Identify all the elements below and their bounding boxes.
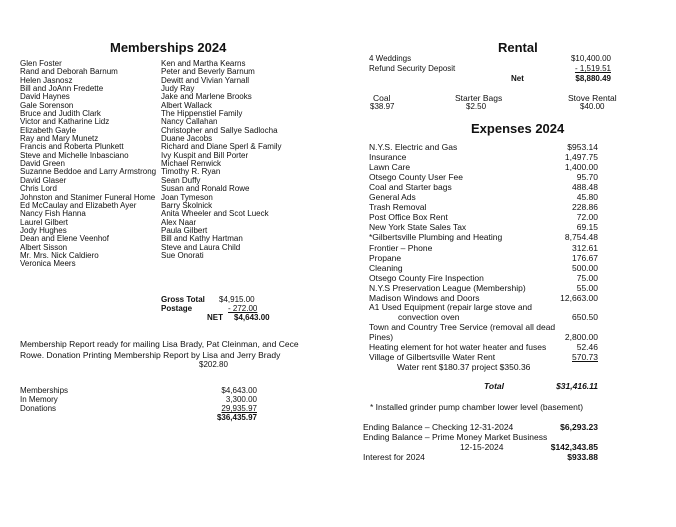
member-name: Chris Lord — [20, 184, 57, 194]
expense-label: Madison Windows and Doors — [369, 292, 480, 303]
member-name: Joan Tymeson — [161, 192, 213, 202]
member-name: Michael Renwick — [161, 159, 222, 169]
a1-equipment-value: 650.50 — [572, 312, 598, 322]
rental-net-value: $8,880.49 — [575, 74, 611, 83]
member-list-col1 — [20, 60, 156, 269]
rental-refund-label: Refund Security Deposit — [369, 64, 456, 73]
sale-starter-bags-value: $2.50 — [466, 102, 487, 111]
expense-label: *Gilbertsville Plumbing and Heating — [369, 232, 503, 243]
expense-amount: 1,400.00 — [564, 162, 598, 173]
member-name: Laurel Gilbert — [20, 217, 69, 227]
net-value: $4,643.00 — [234, 313, 270, 322]
water-rent-note: Water rent $180.37 project $350.36 — [397, 362, 531, 372]
member-name: Mr. Mrs. Nick Caldiero — [20, 250, 99, 260]
member-name: Johnston and Stanimer Funeral Home — [20, 192, 156, 202]
rental-net-label: Net — [511, 74, 524, 83]
expense-amount: 95.70 — [576, 172, 598, 183]
expense-label: N.Y.S. Electric and Gas — [369, 142, 458, 152]
ending-balance-checking-value: $6,293.23 — [560, 422, 598, 432]
member-name: Christopher and Sallye Sadlocha — [161, 125, 278, 135]
expense-amount: 312.61 — [572, 242, 598, 253]
member-name: Suzanne Beddoe and Larry Armstrong — [20, 167, 157, 177]
member-name: Ken and Martha Kearns — [161, 59, 246, 68]
member-name: Dean and Elene Veenhof — [20, 234, 109, 244]
report-amount: $202.80 — [199, 360, 228, 369]
sale-coal-label: Coal — [373, 93, 391, 103]
a1-equipment-line-2: convection oven — [398, 312, 460, 322]
expense-label: New York State Sales Tax — [369, 222, 467, 233]
member-name: Ivy Kuspit and Bill Porter — [161, 150, 249, 160]
member-name: David Green — [20, 159, 65, 169]
member-name: Sean Duffy — [161, 175, 201, 185]
sale-coal-value: $38.97 — [370, 102, 395, 111]
expense-label: Insurance — [369, 152, 407, 163]
member-name: Judy Ray — [161, 84, 195, 94]
member-name: Bill and Kathy Hartman — [161, 234, 243, 244]
summary-donations-value: 29,935.97 — [221, 404, 257, 413]
rental-weddings-label: 4 Weddings — [369, 54, 412, 63]
member-name: Steve and Laura Child — [161, 242, 241, 252]
member-name: Elizabeth Gayle — [20, 125, 77, 135]
member-name: Jake and Marlene Brooks — [161, 92, 252, 102]
sale-stove-rental-value: $40.00 — [580, 102, 605, 111]
member-name: Jody Hughes — [20, 225, 67, 235]
member-name: Ray and Mary Munetz — [20, 134, 99, 144]
expense-label: Cleaning — [369, 262, 403, 273]
expense-label: General Ads — [369, 192, 416, 203]
summary-memberships-value: $4,643.00 — [221, 386, 257, 395]
report-text-line-1: Membership Report ready for mailing Lisa Brady, Pat Cleinman, and Cece — [20, 339, 299, 349]
expense-amount: 55.00 — [576, 282, 598, 293]
member-name: Francis and Roberta Plunkett — [20, 142, 124, 152]
expenses-total-label: Total — [484, 381, 504, 391]
member-name: Nancy Callahan — [161, 117, 218, 127]
gross-total-label: Gross Total — [161, 295, 205, 304]
member-name: Peter and Beverly Barnum — [161, 67, 255, 77]
member-name: Sue Onorati — [161, 250, 204, 260]
expense-amount: $953.14 — [567, 142, 598, 152]
expense-amount: 176.67 — [572, 252, 598, 263]
a1-equipment-line-1: A1 Used Equipment (repair large stove and — [369, 302, 533, 312]
member-name: David Glaser — [20, 175, 67, 185]
member-name: Victor and Katharine Lidz — [20, 117, 110, 127]
member-name: Paula Gilbert — [161, 225, 208, 235]
rental-refund-value: - 1,519.51 — [574, 64, 611, 73]
heating-element-label: Heating element for hot water heater and fuses — [369, 342, 547, 352]
expense-amount: 488.48 — [572, 182, 598, 193]
member-name: Dewitt and Vivian Yarnall — [161, 75, 250, 85]
ending-balance-money-market-value: $142,343.85 — [550, 442, 598, 452]
expense-amount: 12,663.00 — [560, 292, 598, 303]
tree-service-line-1: Town and Country Tree Service (removal all dead — [369, 322, 556, 332]
summary-in-memory-label: In Memory — [20, 395, 58, 404]
summary-in-memory-value: 3,300.00 — [225, 395, 257, 404]
expense-label: Frontier – Phone — [369, 242, 433, 253]
expense-label: Coal and Starter bags — [369, 182, 452, 193]
member-name: Gale Sorenson — [20, 100, 74, 110]
report-text-line-2: Rowe. Donation Printing Membership Report by Lisa and Jerry Brady — [20, 350, 281, 360]
member-name: Timothy R. Ryan — [161, 167, 221, 177]
member-name: Richard and Diane Sperl & Family — [161, 142, 282, 152]
village-water-rent-value: 570.73 — [572, 352, 598, 362]
postage-value: - 272.00 — [228, 304, 258, 313]
member-name: David Haynes — [20, 92, 70, 102]
member-name: Albert Sisson — [20, 242, 68, 252]
expenses-title: Expenses 2024 — [471, 121, 565, 136]
expense-amount: 8,754.48 — [564, 232, 598, 243]
member-name: Anita Wheeler and Scot Lueck — [161, 209, 269, 219]
net-label: NET — [207, 313, 223, 322]
expense-amount: 75.00 — [576, 272, 598, 283]
expense-amount: 72.00 — [576, 212, 598, 223]
member-name: Bill and JoAnn Fredette — [20, 84, 104, 94]
expense-amount: 1,497.75 — [564, 152, 598, 163]
summary-donations-label: Donations — [20, 404, 57, 413]
member-name: Veronica Meers — [20, 259, 76, 269]
expenses-total-value: $31,416.11 — [556, 381, 598, 391]
ending-balance-checking-label: Ending Balance – Checking 12-31-2024 — [363, 422, 514, 432]
postage-label: Postage — [161, 304, 193, 313]
member-name: Helen Jasnosz — [20, 75, 73, 85]
expense-label: Otsego County User Fee — [369, 172, 464, 183]
village-water-rent-label: Village of Gilbertsville Water Rent — [369, 352, 496, 362]
interest-value: $933.88 — [567, 452, 598, 462]
gross-total-value: $4,915.00 — [219, 295, 255, 304]
expense-label: Propane — [369, 252, 402, 263]
interest-label: Interest for 2024 — [363, 452, 425, 462]
expense-amount: 69.15 — [576, 222, 598, 233]
expense-amount: 500.00 — [572, 262, 598, 273]
sale-starter-bags-label: Starter Bags — [455, 93, 503, 103]
member-name: Barry Skolnick — [161, 200, 213, 210]
summary-memberships-label: Memberships — [20, 386, 69, 395]
sale-stove-rental-label: Stove Rental — [568, 93, 617, 103]
expense-label: Lawn Care — [369, 162, 411, 173]
ending-balance-money-market-label: Ending Balance – Prime Money Market Business — [363, 432, 548, 442]
member-name: Nancy Fish Hanna — [20, 209, 86, 219]
expense-amount: 45.80 — [576, 192, 598, 203]
memberships-title: Memberships 2024 — [110, 40, 227, 55]
summary-total: $36,435.97 — [216, 413, 257, 422]
rental-title: Rental — [498, 40, 538, 55]
member-name: Bruce and Judith Clark — [20, 109, 101, 119]
expense-label: Otsego County Fire Inspection — [369, 272, 484, 283]
member-name: Steve and Michelle Inbasciano — [20, 150, 129, 160]
footnote: * Installed grinder pump chamber lower level (basement) — [370, 402, 584, 412]
expense-label: N.Y.S Preservation League (Membership) — [369, 282, 526, 293]
expense-label: Post Office Box Rent — [369, 212, 448, 223]
member-name: Glen Foster — [20, 59, 62, 68]
tree-service-line-2: Pines) — [369, 332, 394, 342]
member-name: Rand and Deborah Barnum — [20, 67, 118, 77]
expense-amount: 228.86 — [572, 202, 598, 213]
rental-weddings-value: $10,400.00 — [570, 54, 611, 63]
ending-balance-money-market-date: 12-15-2024 — [460, 442, 504, 452]
tree-service-value: 2,800.00 — [564, 332, 598, 342]
member-name: Duane Jacobs — [161, 134, 213, 144]
expense-label: Trash Removal — [369, 202, 427, 213]
member-name: Albert Wallack — [161, 100, 212, 110]
member-name: Alex Naar — [161, 217, 197, 227]
heating-element-value: 52.46 — [576, 342, 598, 352]
member-name: The Hippenstiel Family — [161, 109, 243, 119]
member-name: Ed McCaulay and Elizabeth Ayer — [20, 200, 137, 210]
member-name: Susan and Ronald Rowe — [161, 184, 250, 194]
member-list-col2 — [161, 60, 282, 260]
